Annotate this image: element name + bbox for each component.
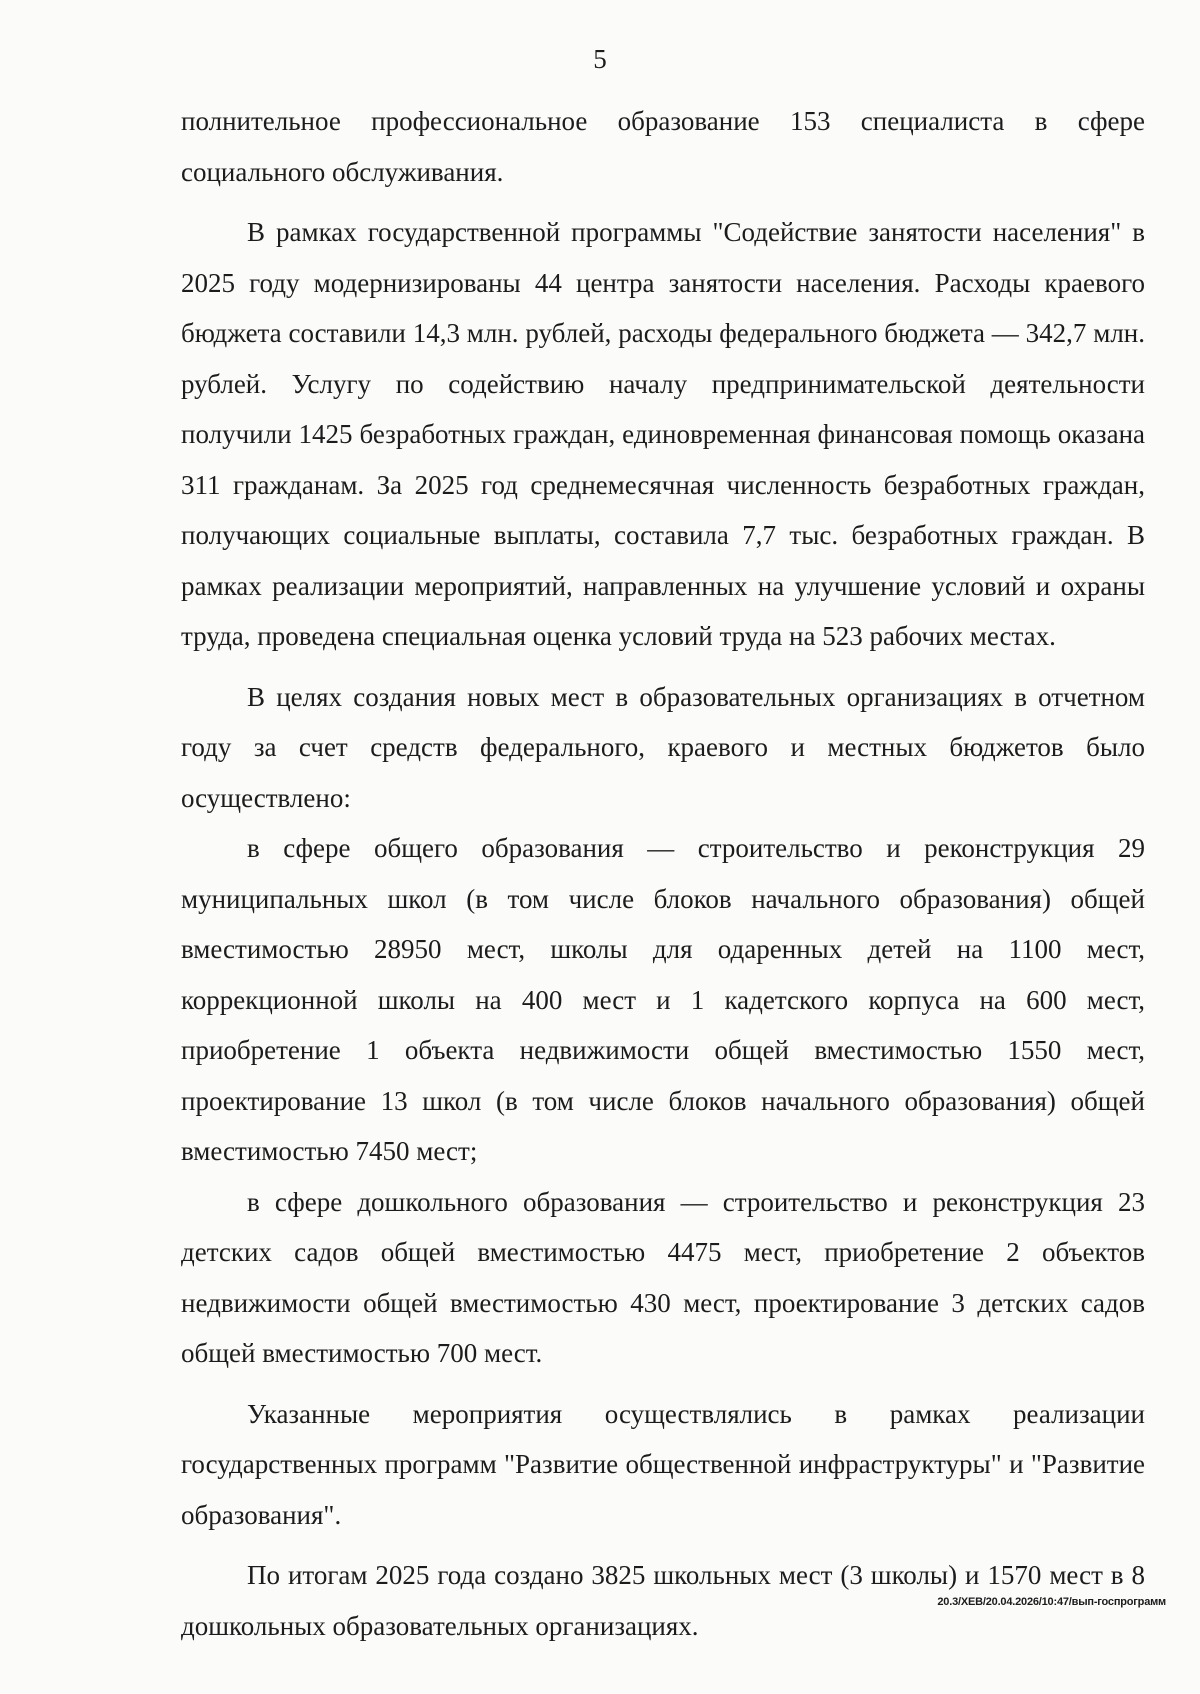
paragraph-general-education: в сфере общего образования — строительство и реконструкция 29 муниципальных школ (в том числе блоков начального образования) общей вместимостью 28950 мест, школы для одаренных детей на 1100 мест, коррекционной школы на 400 мест и 1 кадетского корпуса на 600 мест, приобретение 1 объекта недвижимости общей вместимостью 1550 мест, проектирование 13 школ (в том числе блоков начального образования) общей вместимостью 7450 мест; <box>181 833 1145 1166</box>
document-body <box>181 96 1145 1651</box>
paragraph-programs: Указанные мероприятия осуществлялись в рамках реализации государственных программ "Развитие общественной инфраструктуры" и "Развитие образования". <box>181 1398 1145 1530</box>
paragraph-preschool-education: в сфере дошкольного образования — строительство и реконструкция 23 детских садов общей вместимостью 4475 мест, приобретение 2 объектов недвижимости общей вместимостью 430 мест, проектирование 3 детских садов общей вместимостью 700 мест. <box>181 1186 1145 1368</box>
page-number: 5 <box>593 44 607 74</box>
paragraph-results-2025: По итогам 2025 года создано 3825 школьных мест (3 школы) и 1570 мест в 8 дошкольных образовательных организациях. <box>181 1560 1145 1641</box>
paragraph-continuation: полнительное профессиональное образование 153 специалиста в сфере социального обслуживания. <box>181 106 1145 187</box>
paragraph-employment-program: В рамках государственной программы "Содействие занятости населения" в 2025 году модернизированы 44 центра занятости населения. Расходы краевого бюджета составили 14,3 млн. рублей, расходы федерального бюджета — 342,7 млн. рублей. Услугу по содействию началу предпринимательской деятельности получили 1425 безработных граждан, единовременная финансовая помощь оказана 311 гражданам. За 2025 год среднемесячная численность безработных граждан, получающих социальные выплаты, составила 7,7 тыс. безработных граждан. В рамках реализации мероприятий, направленных на улучшение условий и охраны труда, проведена специальная оценка условий труда на 523 рабочих местах. <box>181 217 1145 651</box>
footer-document-code: 20.3/ХЕВ/20.04.2026/10:47/вып-госпрограмм <box>937 1596 1166 1608</box>
paragraph-new-places-intro: В целях создания новых мест в образовательных организациях в отчетном году за счет средств федерального, краевого и местных бюджетов было осуществлено: <box>181 681 1145 813</box>
